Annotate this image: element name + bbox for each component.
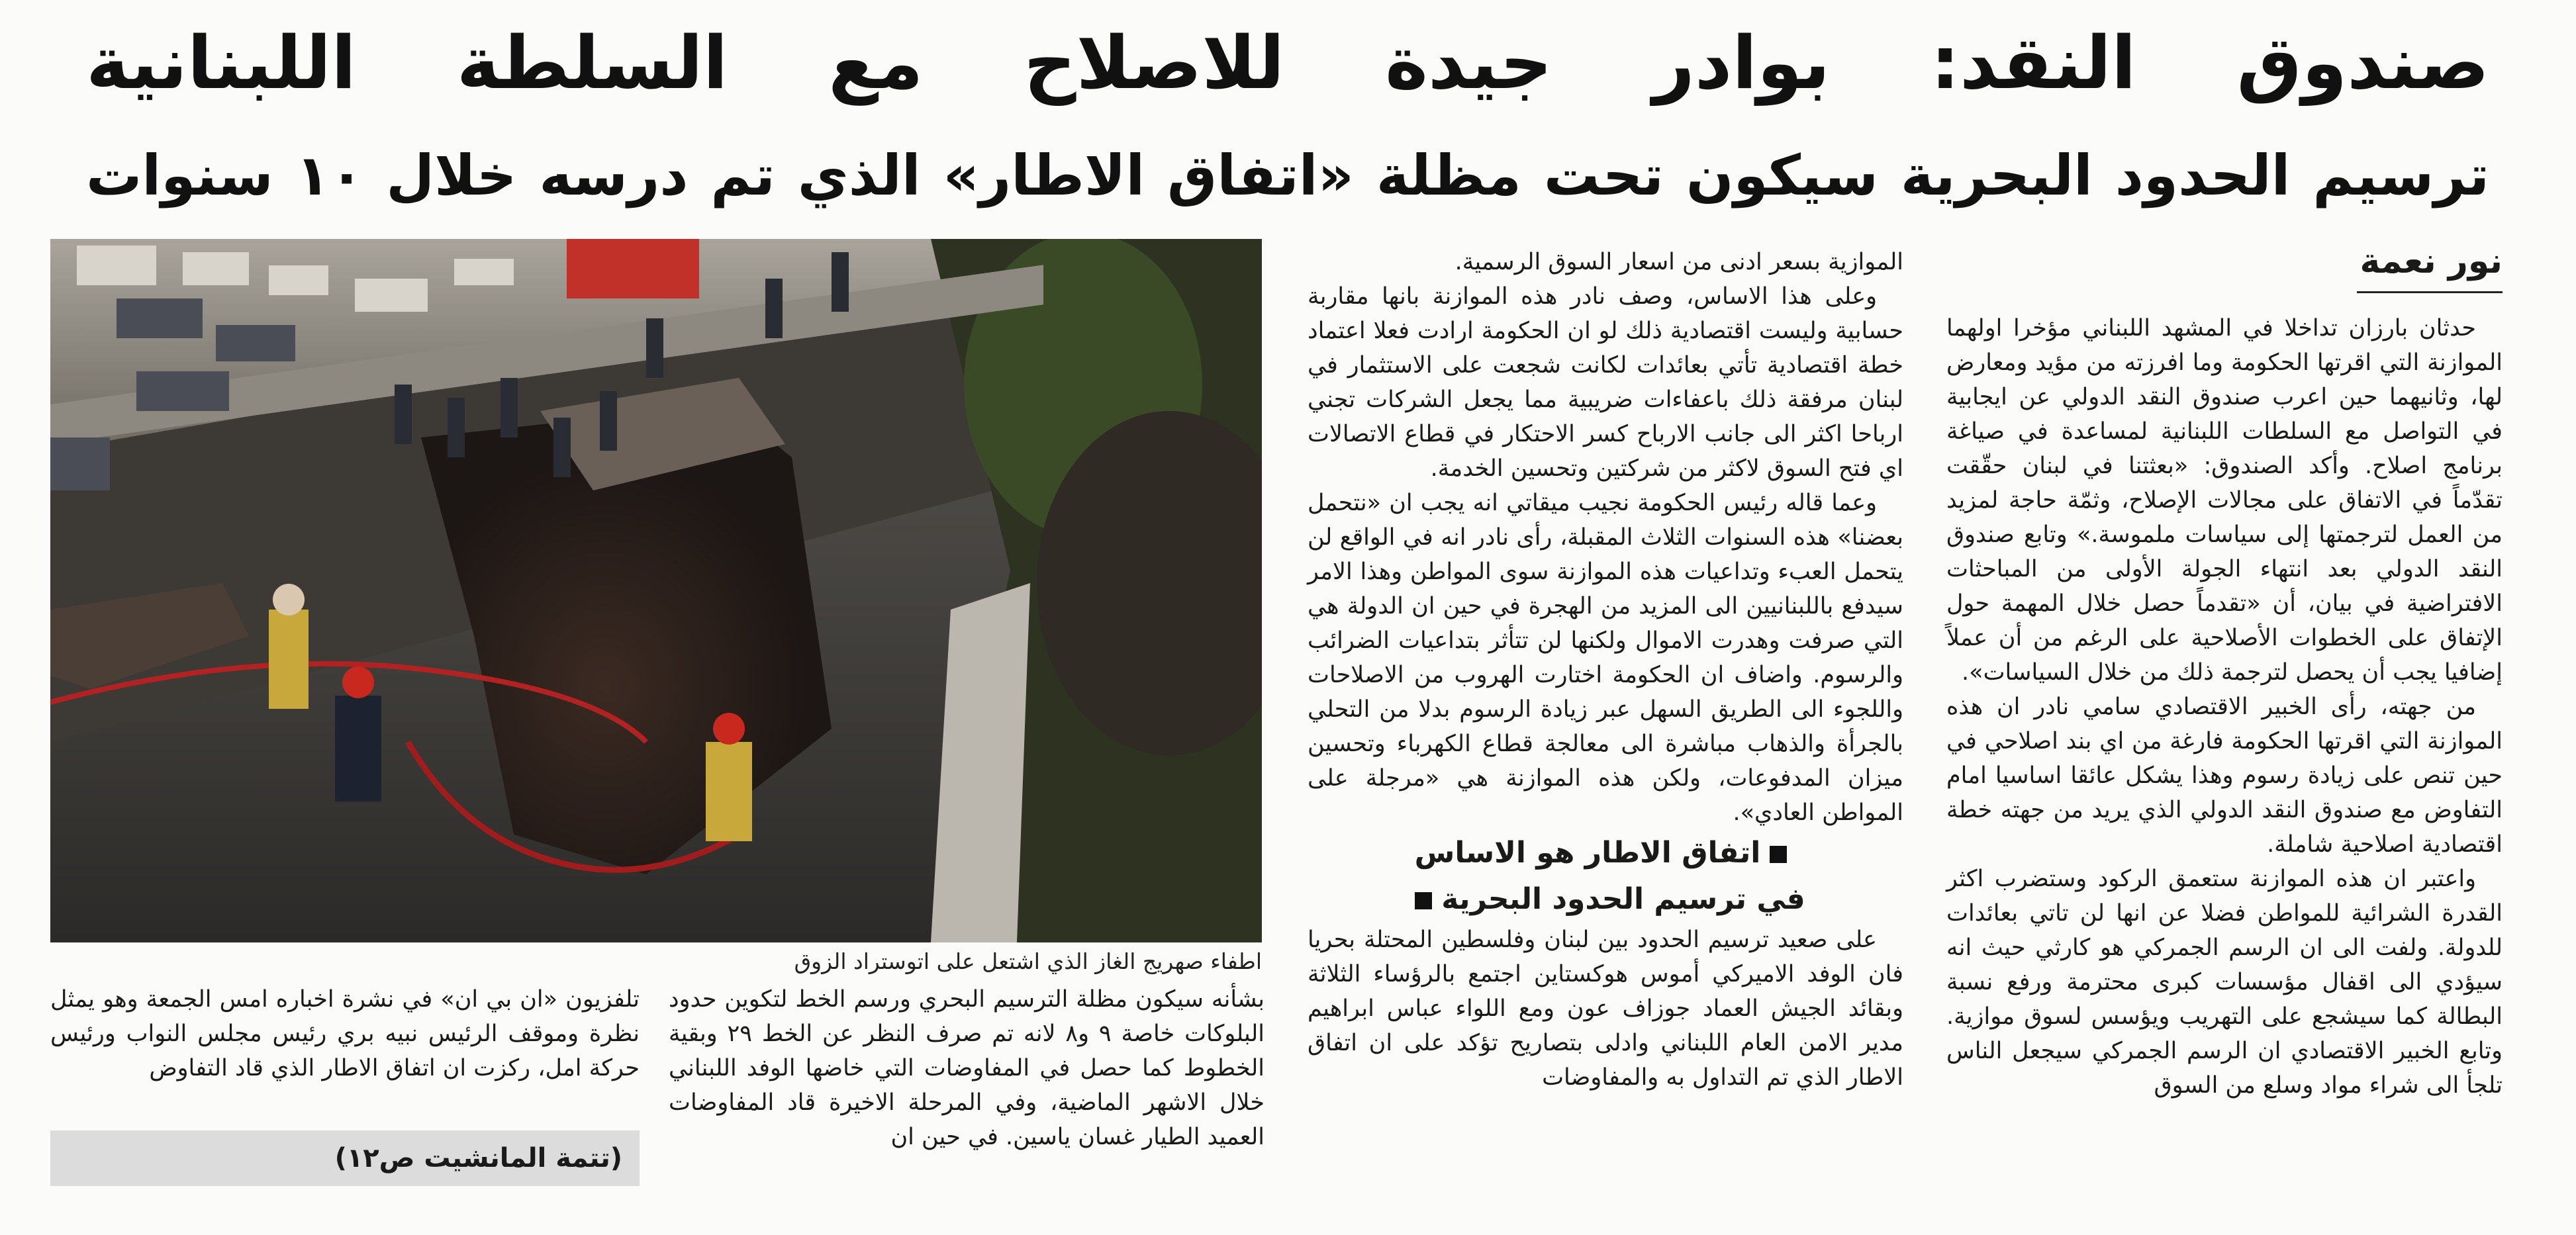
paragraph: وعما قاله رئيس الحكومة نجيب ميقاتي انه يجب ان «نتحمل بعضنا» هذه السنوات الثلاث المقبلة، رأى نادر انه في الواقع لن يتحمل العبء وتداعيات هذه الموازنة سوى المواطن وهذا الامر سيدفع باللبنانيين الى المزيد من الهجرة في حين ان الدولة هي التي صرفت وهدرت الاموال ولكنها لن تتأثر بتداعيات الضرائب والرسوم. واضاف ان الحكومة اختارت الهروب من الاصلاحات واللجوء الى الطريق السهل عبر زيادة الرسوم بدلا من التحلي بالجرأة والذهاب مباشرة الى معالجة قطاع الكهرباء وتحسين ميزان المدفوعات، ولكن هذه الموازنة هي «مرجلة على المواطن العادي». (1308, 490, 1903, 826)
column-far-left (50, 982, 640, 1085)
paragraph: من جهته، رأى الخبير الاقتصادي سامي نادر ان هذه الموازنة التي اقرتها الحكومة فارغة من اي بند اصلاحي في حين تنص على زيادة رسوم وهذا يشكل عائقا اساسيا امام التفاوض مع صندوق النقد الدولي الذي يريد من جهته خطة اقتصادية اصلاحية شاملة. (1946, 694, 2503, 858)
continued-note-text: (تتمة المانشيت ص١٢) (334, 1143, 622, 1173)
continued-note (50, 1130, 640, 1186)
paragraph: تلفزيون «ان بي ان» في نشرة اخباره امس الجمعة وهو يمثل نظرة وموقف الرئيس نبيه بري رئيس مجلس النواب ورئيس حركة امل، ركزت ان اتفاق الاطار الذي قاد التفاوض (50, 986, 640, 1081)
paragraph: حدثان بارزان تداخلا في المشهد اللبناني مؤخرا اولهما الموازنة التي اقرتها الحكومة وما افرزته من مؤيد ومعارض لها، وثانيهما حين اعرب صندوق النقد الدولي عن ايجابية في التواصل مع السلطات اللبنانية لمساعدة في صياغة برنامج اصلاح. وأكد الصندوق: «بعثتنا في لبنان حقّقت تقدّماً في الاتفاق على مجالات الإصلاح، وثمّة حاجة لمزيد من العمل لترجمتها إلى سياسات ملموسة.» وتابع صندوق النقد الدولي بعد انتهاء الجولة الأولى من المباحثات الافتراضية في بيان، أن «تقدماً حصل خلال المهمة حول الإتفاق على الخطوات الأصلاحية على الرغم من أن عملاً إضافيا يجب أن يحصل لترجمة ذلك من خلال السياسات». (1946, 315, 2503, 686)
photo-caption: اطفاء صهريج الغاز الذي اشتعل على اتوستراد الزوق (794, 948, 1262, 974)
column-right (1946, 311, 2503, 1103)
subheading-1 (1308, 830, 1903, 876)
headline-line-1: صندوق النقد: بوادر جيدة للاصلاح مع السلطة اللبنانية (86, 21, 2489, 105)
news-photo (50, 239, 1262, 942)
subheading-2 (1308, 876, 1903, 923)
square-bullet-icon (1415, 892, 1432, 909)
subheading-text: في ترسيم الحدود البحرية (1441, 882, 1805, 916)
byline-rule (2357, 291, 2503, 293)
paragraph: على صعيد ترسيم الحدود بين لبنان وفلسطين المحتلة بحريا فان الوفد الاميركي أموس هوكستاين اجتمع بالرؤساء الثلاثة وبقائد الجيش العماد جوزاف عون ومع اللواء عباس ابراهيم مدير الامن العام اللبناني وادلى بتصاريح تؤكد على ان اتفاق الاطار الذي تم التداول به والمفاوضات (1308, 927, 1903, 1091)
paragraph: الموازية بسعر ادنى من اسعار السوق الرسمية. (1455, 249, 1903, 275)
square-bullet-icon (1770, 846, 1787, 863)
subheading-text: اتفاق الاطار هو الاساس (1414, 836, 1761, 870)
column-left (669, 982, 1264, 1154)
paragraph: وعلى هذا الاساس، وصف نادر هذه الموازنة بانها مقاربة حسابية وليست اقتصادية ذلك لو ان الحكومة ارادت فعلا اعتماد خطة اقتصادية تأتي بعائدات لكانت شجعت على الاستثمار في لبنان مرفقة ذلك باعفاءات ضريبية مما يجعل الشركات تجني ارباحا اكثر الى جانب الارباح كسر الاحتكار في قطاع الاتصالات اي فتح السوق لاكثر من شركتين وتحسين الخدمة. (1308, 283, 1903, 482)
column-middle (1308, 245, 1903, 1095)
byline: نور نعمة (2360, 242, 2503, 281)
paragraph: واعتبر ان هذه الموازنة ستعمق الركود وستضرب اكثر القدرة الشرائية للمواطن فضلا عن انها لن تاتي بعائدات للدولة. ولفت الى ان الرسم الجمركي هو كارثي حيث انه سيؤدي الى اقفال مؤسسات كبرى محترمة ورفع نسبة البطالة كما سيشجع على التهريب ويؤسس لسوق موازية. وتابع الخبير الاقتصادي ان الرسم الجمركي سيجعل الناس تلجأ الى شراء مواد وسلع من السوق (1946, 866, 2503, 1099)
paragraph: بشأنه سيكون مظلة الترسيم البحري ورسم الخط لتكوين حدود البلوكات خاصة ٩ و٨ لانه تم صرف النظر عن الخط ٢٩ وبقية الخطوط كما حصل في المفاوضات التي خاضها الوفد اللبناني خلال الاشهر الماضية، وفي المرحلة الاخيرة قاد المفاوضات العميد الطيار غسان ياسين. في حين ان (669, 986, 1264, 1150)
headline-line-2: ترسيم الحدود البحرية سيكون تحت مظلة «اتفاق الاطار» الذي تم درسه خلال ١٠ سنوات (86, 143, 2489, 208)
